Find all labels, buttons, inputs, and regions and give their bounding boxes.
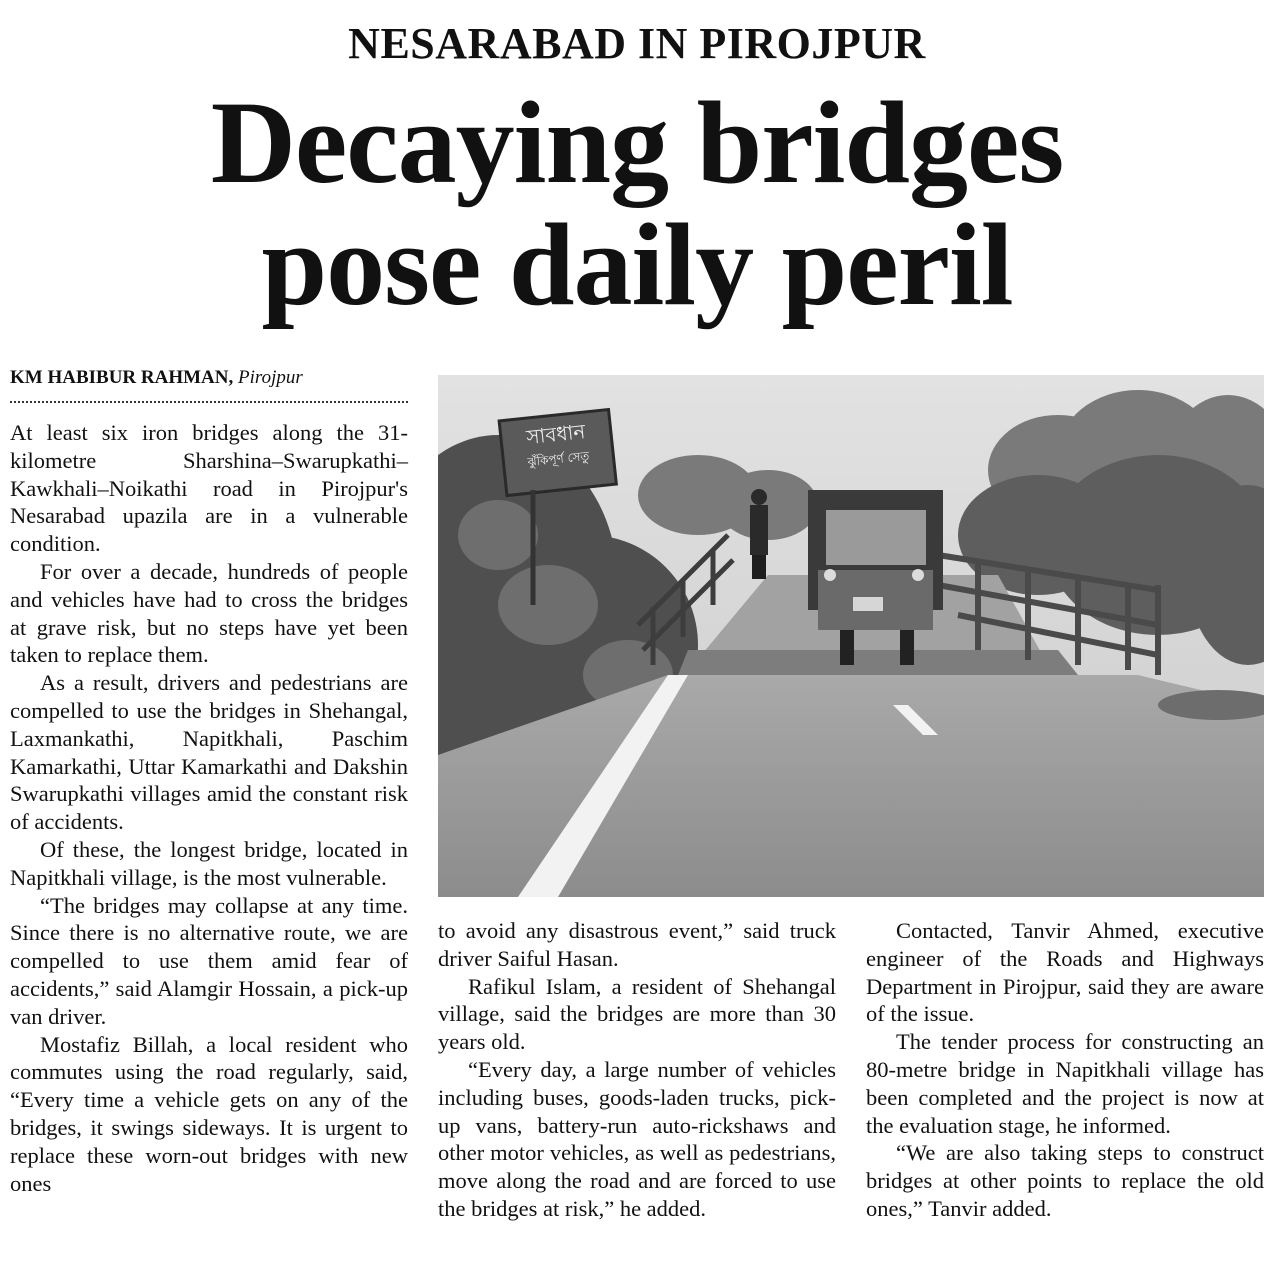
paragraph: “Every day, a large number of vehicles including buses, goods-laden trucks, pick-up vans, battery-run auto-rickshaws and other motor vehicles, as well as pedestrians, move along the road and are forced to use the bridges at risk,” he added.: [438, 1056, 836, 1221]
article-column-2: [438, 917, 836, 1223]
article-column-1: [10, 419, 408, 1197]
paragraph: to avoid any disastrous event,” said truck driver Saiful Hasan.: [438, 918, 836, 971]
byline-author: KM HABIBUR RAHMAN,: [10, 367, 234, 388]
paragraph: As a result, drivers and pedestrians are compelled to use the bridges in Shehangal, Laxmankathi, Napitkhali, Paschim Kamarkathi, Uttar Kamarkathi and Dakshin Swarupkathi villages amid the constant risk of accidents.: [10, 670, 408, 835]
byline-location: Pirojpur: [238, 367, 303, 388]
paragraph: The tender process for constructing an 80-metre bridge in Napitkhali village has been completed and the project is now at the evaluation stage, he informed.: [866, 1029, 1264, 1138]
paragraph: “The bridges may collapse at any time. Since there is no alternative route, we are compelled to use them amid fear of accidents,” said Alamgir Hossain, a pick-up van driver.: [10, 892, 408, 1029]
headline: [0, 77, 1274, 330]
paragraph: Contacted, Tanvir Ahmed, executive engineer of the Roads and Highways Department in Pirojpur, said they are aware of the issue.: [866, 918, 1264, 1027]
headline-line-1: Decaying bridges: [210, 77, 1064, 208]
byline-divider: [10, 401, 408, 403]
paragraph: “We are also taking steps to construct bridges at other points to replace the old ones,” Tanvir added.: [866, 1140, 1264, 1221]
bridge-photo: [438, 375, 1264, 897]
byline: [10, 366, 408, 390]
headline-line-2: pose daily peril: [261, 199, 1013, 330]
article-column-3: [866, 917, 1264, 1223]
paragraph: Mostafiz Billah, a local resident who commutes using the road regularly, said, “Every time a vehicle gets on any of the bridges, it swings sideways. It is urgent to replace these worn-out bridges with new ones: [10, 1031, 408, 1196]
paragraph: Rafikul Islam, a resident of Shehangal village, said the bridges are more than 30 years old.: [438, 973, 836, 1055]
sign-text-1: সাবধান: [525, 419, 587, 450]
paragraph: For over a decade, hundreds of people and vehicles have had to cross the bridges at grave risk, but no steps have yet been taken to replace them.: [10, 558, 408, 668]
sign-text-2: ঝুঁকিপূর্ণ সেতু: [526, 448, 590, 470]
section-kicker: NESARABAD IN PIROJPUR: [348, 19, 926, 68]
paragraph: Of these, the longest bridge, located in Napitkhali village, is the most vulnerable.: [10, 836, 408, 890]
paragraph: At least six iron bridges along the 31-kilometre Sharshina–Swarupkathi–Kawkhali–Noikathi road in Pirojpur's Nesarabad upazila are in a vulnerable condition.: [10, 420, 408, 557]
